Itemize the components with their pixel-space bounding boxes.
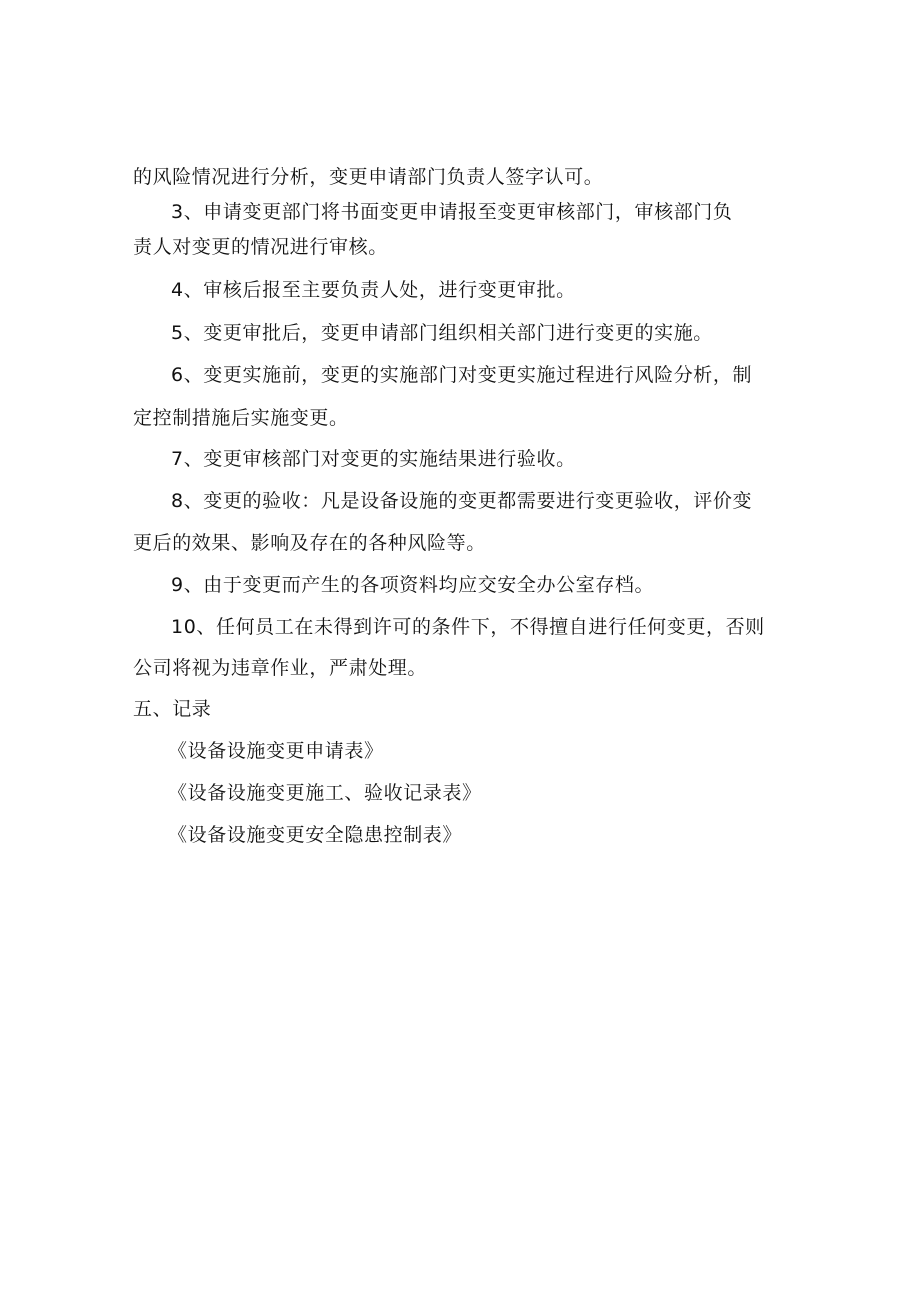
list-item-6-line-2: 定控制措施后实施变更。 bbox=[133, 407, 349, 429]
list-item-8-line-2: 更后的效果、影响及存在的各种风险等。 bbox=[133, 532, 486, 554]
list-item-3-line-1: 3、申请变更部门将书面变更申请报至变更审核部门，审核部门负 bbox=[171, 201, 733, 223]
list-item-7: 7、变更审核部门对变更的实施结果进行验收。 bbox=[171, 448, 576, 470]
list-item-8-line-1: 8、变更的验收：凡是设备设施的变更都需要进行变更验收，评价变 bbox=[171, 490, 753, 512]
record-item: 《设备设施变更安全隐患控制表》 bbox=[168, 824, 463, 846]
list-item-5: 5、变更审批后，变更申请部门组织相关部门进行变更的实施。 bbox=[171, 322, 713, 344]
paragraph-line: 的风险情况进行分析，变更申请部门负责人签字认可。 bbox=[133, 166, 604, 188]
record-item: 《设备设施变更施工、验收记录表》 bbox=[168, 782, 482, 804]
list-item-10-line-2: 公司将视为违章作业，严肃处理。 bbox=[133, 657, 428, 679]
section-heading: 五、记录 bbox=[133, 698, 212, 720]
record-item: 《设备设施变更申请表》 bbox=[168, 740, 384, 762]
list-item-9: 9、由于变更而产生的各项资料均应交安全办公室存档。 bbox=[171, 574, 655, 596]
list-item-6-line-1: 6、变更实施前，变更的实施部门对变更实施过程进行风险分析，制 bbox=[171, 364, 753, 386]
list-item-10-line-1: 10、任何员工在未得到许可的条件下，不得擅自进行任何变更，否则 bbox=[171, 616, 765, 638]
list-item-3-line-2: 责人对变更的情况进行审核。 bbox=[133, 236, 388, 258]
list-item-4: 4、审核后报至主要负责人处，进行变更审批。 bbox=[171, 279, 576, 301]
